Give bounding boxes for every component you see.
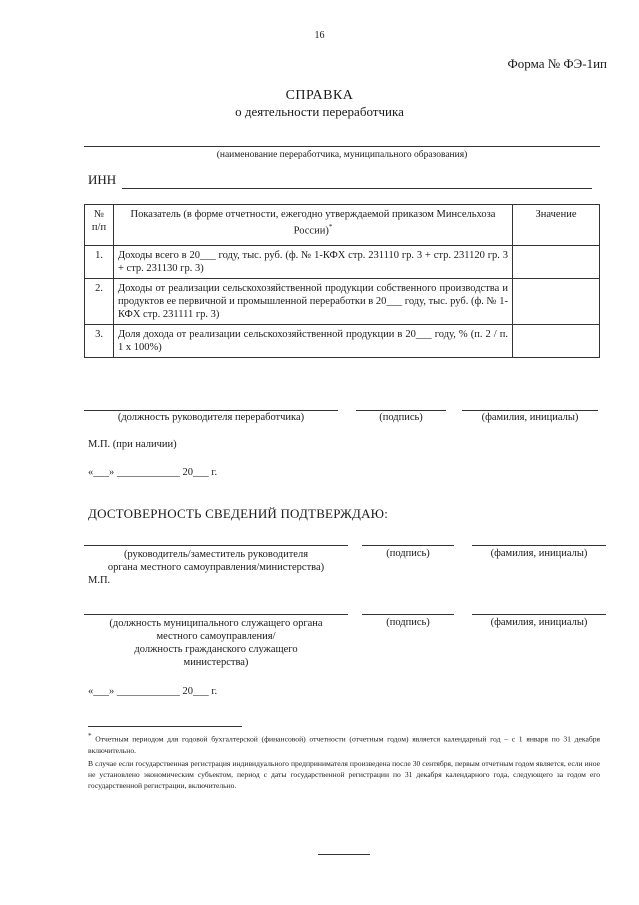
header-value: Значение <box>513 205 600 246</box>
sign2-name-caption: (фамилия, инициалы) <box>490 548 588 559</box>
sign2-signature-caption: (подпись) <box>386 548 430 559</box>
header-indicator: Показатель (в форме отчетности, ежегодно утверждаемой приказом Минсельхоза России)* <box>114 205 513 246</box>
footnote-text-2: В случае если государственная регистрация индивидуального предпринимателя произведена после 30 сентября, первым отчетным годом является, если иное не установлено экономическим субъектом, период с даты государственной регистрации по 31 декабря календарного года, следующего за годом его государственной регистрации, включительно. <box>88 759 600 790</box>
sign2-name-line <box>472 545 606 546</box>
sign2-position-caption: (руководитель/заместитель руководителя органа местного самоуправления/министерства) <box>107 549 325 573</box>
page-end-line <box>318 854 370 855</box>
sign1-signature-line <box>356 410 446 411</box>
row-num: 1. <box>85 246 114 279</box>
row-value <box>513 279 600 325</box>
row-indicator: Доходы от реализации сельскохозяйственной продукции собственного производства и продуктов ее первичной и промышленной переработки в 20___ году, тыс. руб. (ф. № 1-КФХ стр. 231111 гр. 3) <box>114 279 513 325</box>
row-indicator: Доля дохода от реализации сельскохозяйственной продукции в 20___ году, % (п. 2 / п. 1 х 100%) <box>114 325 513 358</box>
sign1-name-caption: (фамилия, инициалы) <box>481 412 579 423</box>
sign2-position-line <box>84 545 348 546</box>
footnote-text-1: * Отчетным периодом для годовой бухгалтерской (финансовой) отчетности (отчетным годом) является календарный год – с 1 января по 31 декабря включительно. <box>88 732 600 755</box>
document-title: СПРАВКА <box>285 88 354 103</box>
table-row <box>85 325 600 358</box>
sign3-position-caption: (должность муниципального служащего органа местного самоуправления/ должность гражданского служащего министерства) <box>109 618 323 668</box>
sign3-position-line <box>84 614 348 615</box>
row-indicator: Доходы всего в 20___ году, тыс. руб. (ф. № 1-КФХ стр. 231110 гр. 3 + стр. 231120 гр. 3 + стр. 231130 гр. 3) <box>114 246 513 279</box>
sign1-date: «___» ____________ 20___ г. <box>88 467 218 478</box>
sign1-signature-caption: (подпись) <box>379 412 423 423</box>
sign1-name-line <box>462 410 598 411</box>
row-num: 3. <box>85 325 114 358</box>
sign3-name-line <box>472 614 606 615</box>
row-value <box>513 325 600 358</box>
indicators-table <box>84 204 600 358</box>
sign3-signature-line <box>362 614 454 615</box>
sign2-signature-line <box>362 545 454 546</box>
processor-name-caption: (наименование переработчика, муниципального образования) <box>216 150 468 160</box>
sign1-stamp: М.П. (при наличии) <box>88 439 177 450</box>
table-row <box>85 246 600 279</box>
confirm-heading: ДОСТОВЕРНОСТЬ СВЕДЕНИЙ ПОДТВЕРЖДАЮ: <box>88 506 389 521</box>
row-num: 2. <box>85 279 114 325</box>
sign3-signature-caption: (подпись) <box>386 617 430 628</box>
sign1-position-caption: (должность руководителя переработчика) <box>117 412 305 423</box>
sign1-position-line <box>84 410 338 411</box>
header-num: № п/п <box>85 205 114 246</box>
sign2-stamp: М.П. <box>88 575 111 586</box>
footnote-separator <box>88 726 242 727</box>
inn-label: ИНН <box>88 172 117 187</box>
page-number: 16 <box>314 30 325 41</box>
table-row <box>85 279 600 325</box>
sign3-date: «___» ____________ 20___ г. <box>88 686 218 697</box>
sign3-name-caption: (фамилия, инициалы) <box>490 617 588 628</box>
document-subtitle: о деятельности переработчика <box>235 104 404 119</box>
form-code: Форма № ФЭ-1ип <box>507 56 607 71</box>
table-header-row <box>85 205 600 246</box>
inn-line <box>122 188 592 189</box>
processor-name-line <box>84 146 600 147</box>
footnote-mark: * <box>88 732 92 740</box>
row-value <box>513 246 600 279</box>
